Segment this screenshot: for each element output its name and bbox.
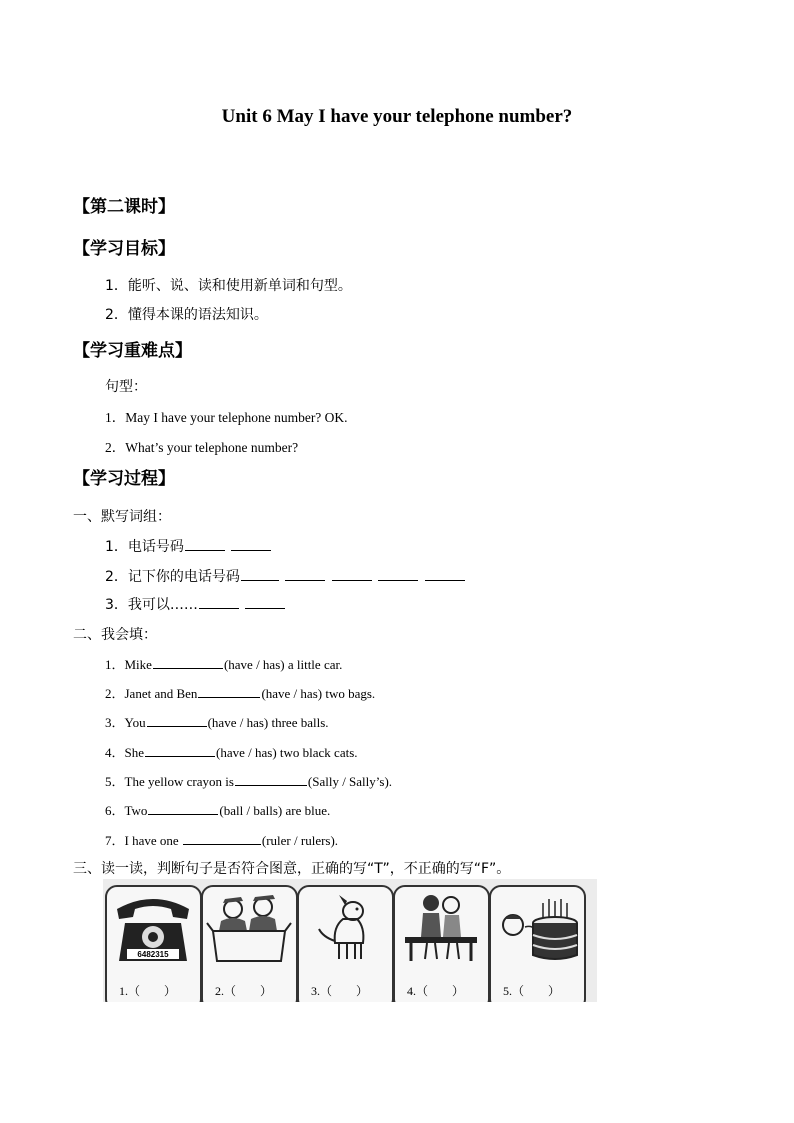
fill-item xyxy=(105,771,392,790)
answer-blank[interactable] xyxy=(425,568,465,581)
answer-blank[interactable] xyxy=(285,568,325,581)
item-post: (ball / balls) are blue. xyxy=(219,803,331,818)
fill-item xyxy=(105,683,375,702)
answer-blank[interactable] xyxy=(145,744,215,757)
fill-item xyxy=(105,654,342,673)
item-post: (have / has) two black cats. xyxy=(216,745,358,760)
kids-in-box-icon xyxy=(203,887,296,967)
item-post: (ruler / rulers). xyxy=(261,833,339,848)
section2-title: 二、我会填： xyxy=(73,627,157,643)
answer-label[interactable]: 1.（ ） xyxy=(119,984,177,998)
answer-blank[interactable] xyxy=(378,568,418,581)
section3-title: 三、读一读，判断句子是否符合图意，正确的写“T”，不正确的写“F”。 xyxy=(73,861,511,877)
item-post: (have / has) a little car. xyxy=(223,657,343,672)
fill-item xyxy=(105,800,330,819)
item-pre: 7．I have one xyxy=(105,833,182,848)
answer-blank[interactable] xyxy=(183,832,261,845)
telephone-icon xyxy=(107,887,200,967)
heading-goals: 【学习目标】 xyxy=(73,239,175,259)
phone-number: 6482315 xyxy=(137,950,169,959)
heading-process: 【学习过程】 xyxy=(73,469,175,489)
item-pre: 1．Mike xyxy=(105,657,152,672)
answer-label[interactable]: 3.（ ） xyxy=(311,984,369,998)
dog-icon xyxy=(299,887,392,967)
fill-item xyxy=(105,742,358,761)
item-post: (Sally / Sally’s). xyxy=(307,774,393,789)
heading-key-points: 【学习重难点】 xyxy=(73,341,192,361)
section1-item-2 xyxy=(105,566,466,586)
item-text: 3．我可以…… xyxy=(105,597,198,613)
section1-item-3 xyxy=(105,594,286,614)
answer-blank[interactable] xyxy=(235,773,307,786)
heading-lesson: 【第二课时】 xyxy=(73,197,175,217)
item-text: 2．记下你的电话号码 xyxy=(105,569,240,585)
picture-strip xyxy=(103,879,597,1002)
goal-item: 1．能听、说、读和使用新单词和句型。 xyxy=(105,278,352,294)
answer-label[interactable]: 2.（ ） xyxy=(215,984,273,998)
page-title: Unit 6 May I have your telephone number? xyxy=(221,106,573,127)
picture-panel-1 xyxy=(105,885,202,1002)
answer-label[interactable]: 5.（ ） xyxy=(503,984,561,998)
answer-blank[interactable] xyxy=(198,685,260,698)
answer-blank[interactable] xyxy=(245,596,285,609)
answer-label[interactable]: 4.（ ） xyxy=(407,984,465,998)
kids-on-bench-icon xyxy=(395,887,488,967)
section1-item-1 xyxy=(105,536,272,556)
answer-blank[interactable] xyxy=(231,538,271,551)
answer-blank[interactable] xyxy=(153,656,223,669)
answer-blank[interactable] xyxy=(332,568,372,581)
item-pre: 2．Janet and Ben xyxy=(105,686,198,701)
item-post: (have / has) three balls. xyxy=(207,715,329,730)
answer-blank[interactable] xyxy=(185,538,225,551)
answer-blank[interactable] xyxy=(148,802,218,815)
key-point-item: 1．May I have your telephone number? OK. xyxy=(105,410,348,425)
fill-item xyxy=(105,830,338,849)
fill-item xyxy=(105,712,329,731)
birthday-cake-icon xyxy=(491,887,584,967)
goal-item: 2．懂得本课的语法知识。 xyxy=(105,307,268,323)
section1-title: 一、默写词组： xyxy=(73,509,171,525)
picture-panel-4 xyxy=(393,885,490,1002)
item-text: 1．电话号码 xyxy=(105,539,184,555)
picture-panel-3 xyxy=(297,885,394,1002)
key-point-item: 2．What’s your telephone number? xyxy=(105,440,299,455)
item-pre: 6．Two xyxy=(105,803,148,818)
answer-blank[interactable] xyxy=(147,714,207,727)
item-post: (have / has) two bags. xyxy=(261,686,376,701)
key-points-label: 句型： xyxy=(105,379,147,395)
picture-panel-5 xyxy=(489,885,586,1002)
answer-blank[interactable] xyxy=(199,596,239,609)
item-pre: 3．You xyxy=(105,715,146,730)
item-pre: 4．She xyxy=(105,745,145,760)
answer-blank[interactable] xyxy=(241,568,279,581)
picture-panel-2 xyxy=(201,885,298,1002)
item-pre: 5．The yellow crayon is xyxy=(105,774,234,789)
